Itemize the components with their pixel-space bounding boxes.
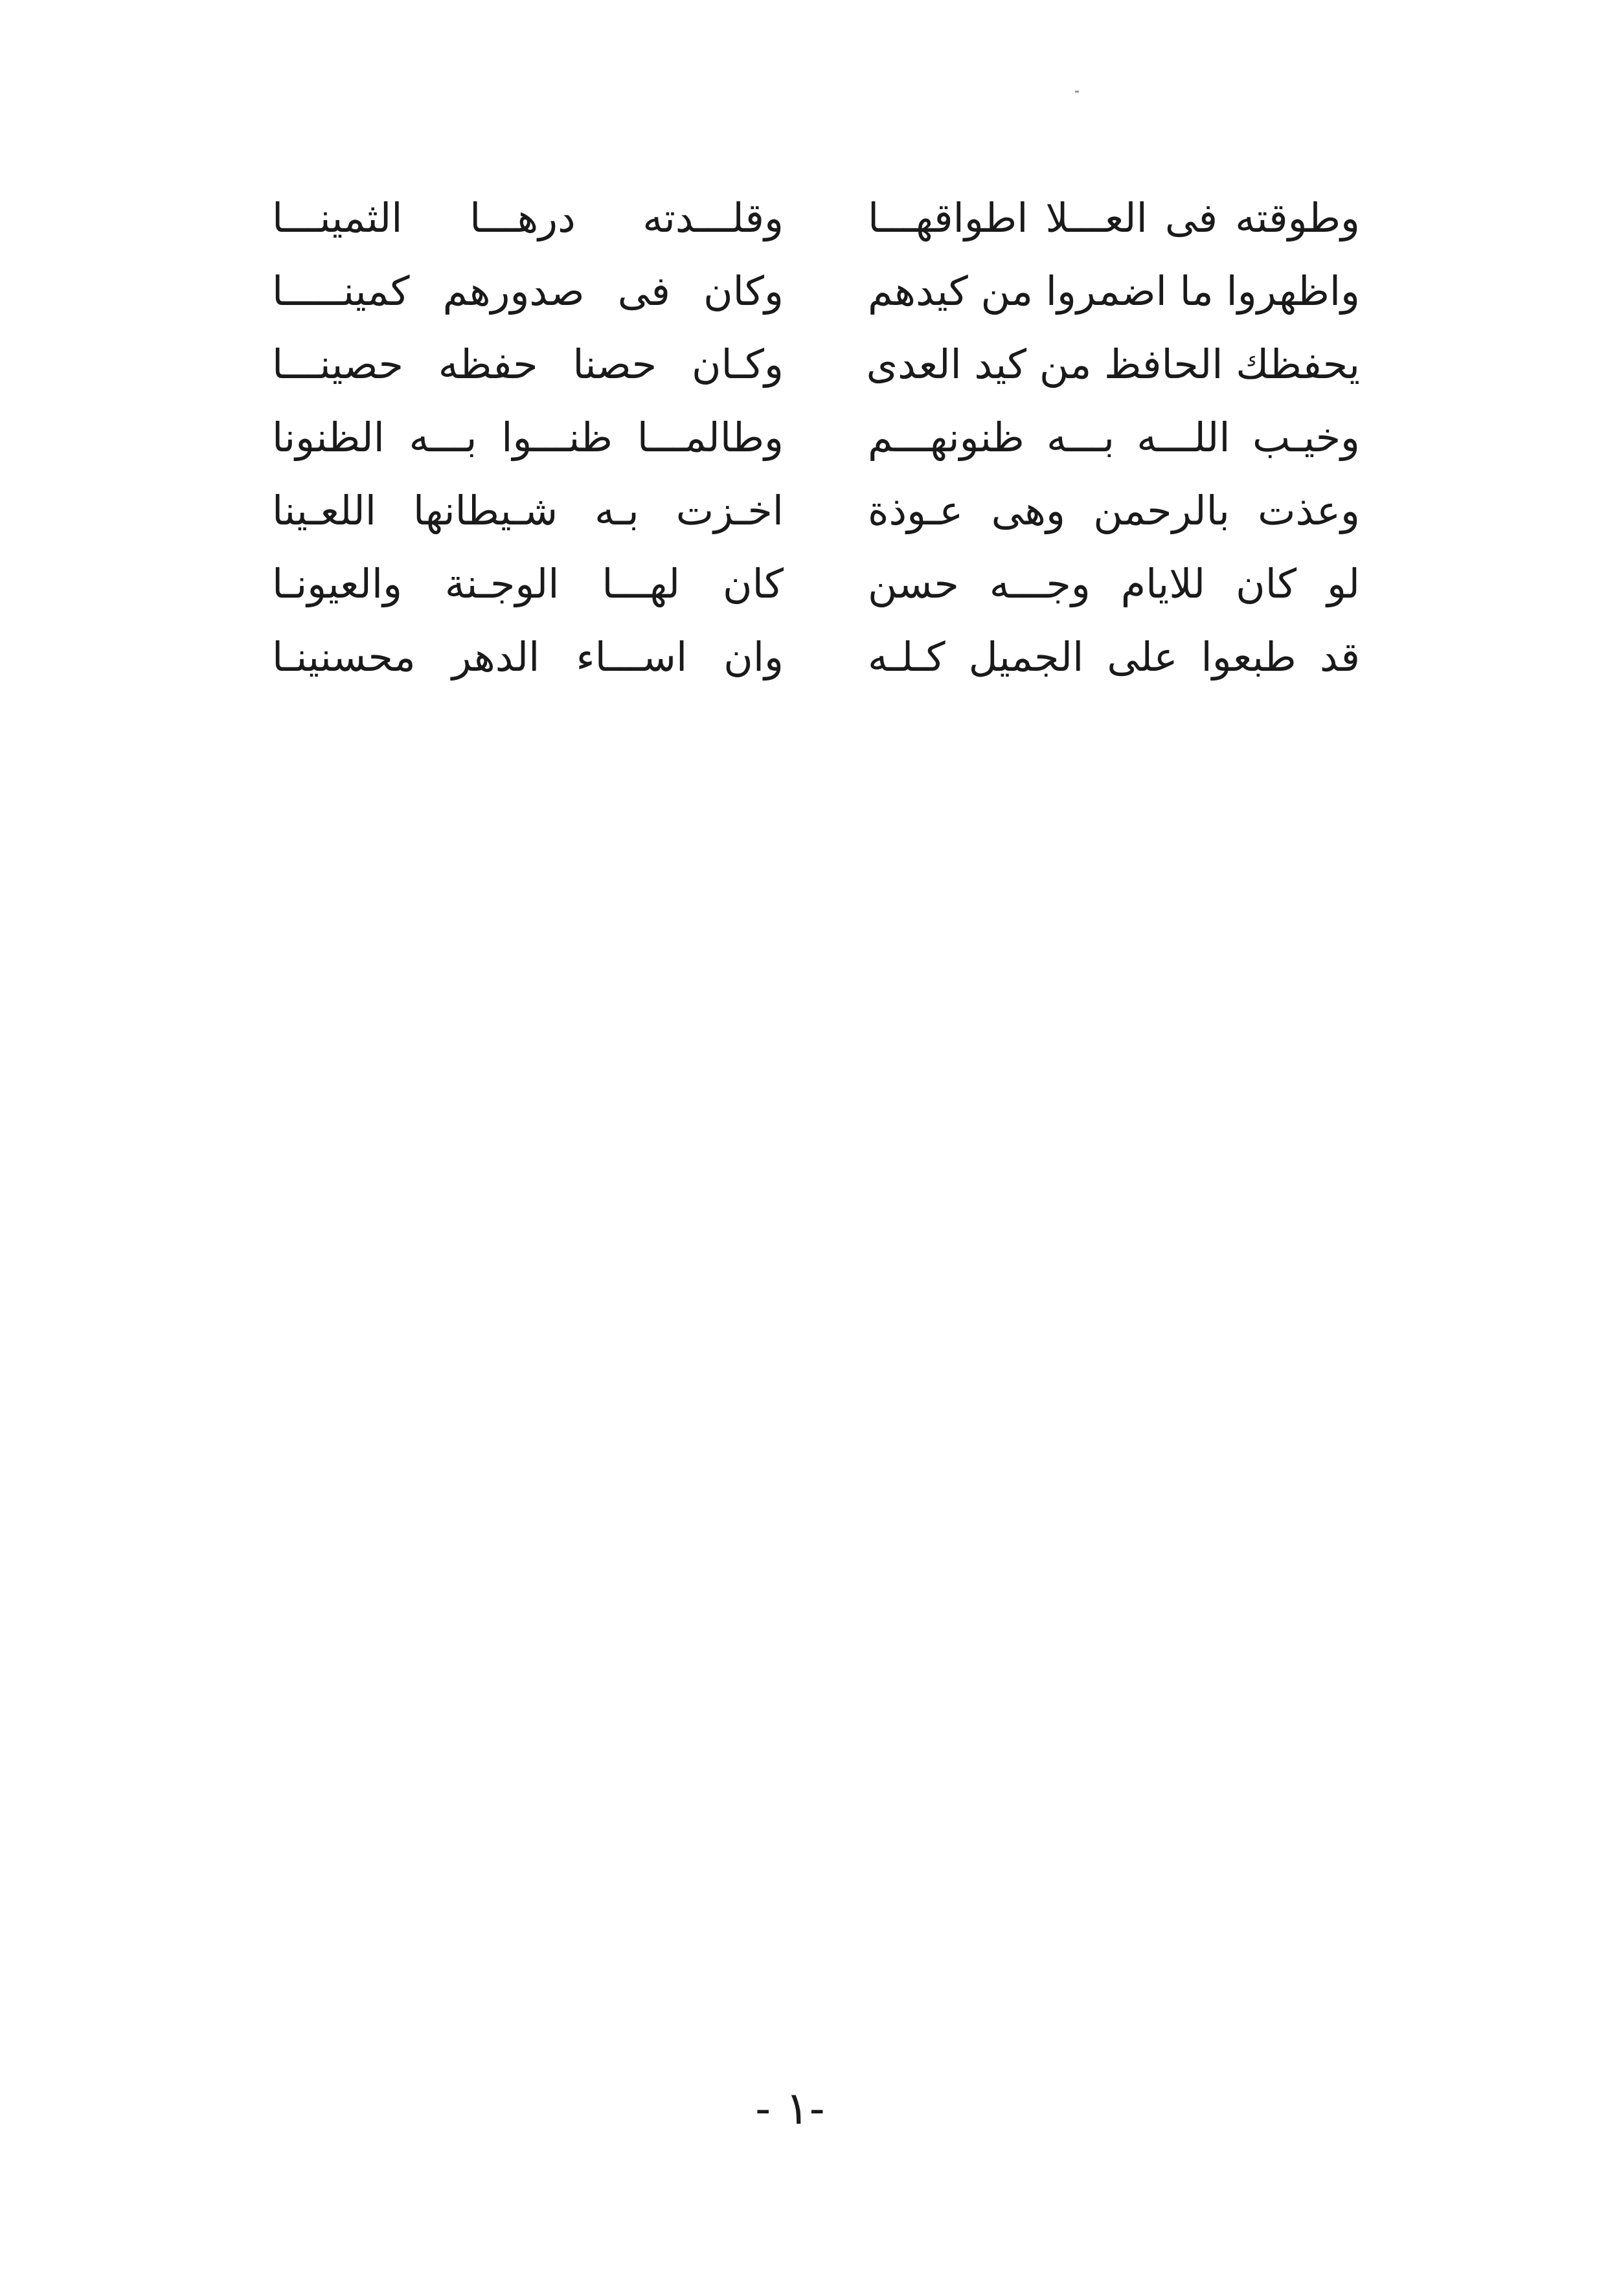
page-number-text: - ١- (755, 2082, 825, 2135)
first-hemistich: وخيـب اللـــه بـــه ظنونهـــم (868, 413, 1360, 461)
first-hemistich: وطوقته فى العـــلا اطواقهـــا (868, 194, 1360, 242)
verse-line (272, 547, 1360, 620)
first-hemistich: واظهروا ما اضمروا من كيدهم (868, 267, 1360, 315)
first-hemistich: يحفظك الحافظ من كيد العدى (866, 340, 1360, 388)
second-hemistich: وقلـــدته درهـــا الثمينـــا (272, 194, 784, 242)
second-hemistich: كان لهـــا الوجـنة والعيونـا (272, 559, 784, 607)
verse-line (272, 328, 1360, 401)
second-hemistich: اخـزت بـه شـيطانها اللعـينا (272, 486, 784, 534)
verse-line (272, 620, 1360, 693)
first-hemistich: لو كان للايام وجـــه حسن (868, 559, 1360, 607)
verse-line (272, 474, 1360, 547)
second-hemistich: وطالمـــا ظنـــوا بـــه الظنونا (272, 413, 784, 461)
first-hemistich: وعذت بالرحمن وهى عـوذة (868, 486, 1360, 534)
verse-line (272, 401, 1360, 474)
second-hemistich: وان اســـاء الدهر محسنينـا (272, 633, 784, 681)
second-hemistich: وكـان حصنا حفظه حصينـــا (272, 340, 784, 388)
verse-line (272, 254, 1360, 328)
scan-speck (1075, 91, 1079, 93)
second-hemistich: وكان فى صدورهم كمينـــــا (272, 267, 784, 315)
page-number (699, 2082, 881, 2140)
poem-block (272, 181, 1360, 693)
verse-line (272, 181, 1360, 254)
first-hemistich: قد طبعوا على الجميل كـلـه (868, 633, 1360, 681)
